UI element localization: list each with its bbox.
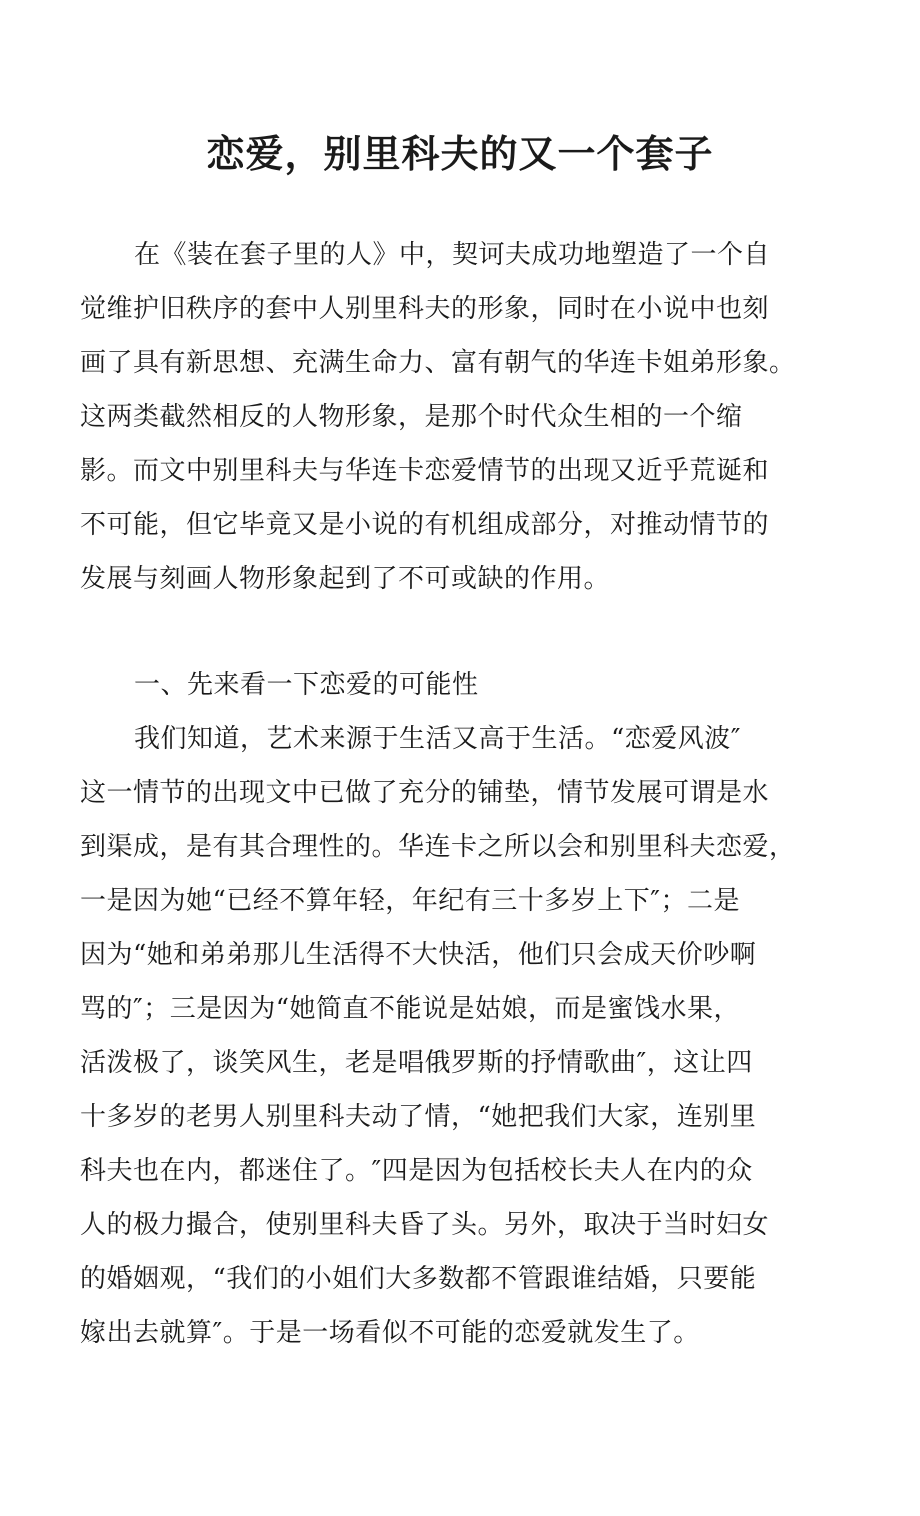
text-line: 到渠成，是有其合理性的。华连卡之所以会和别里科夫恋爱， — [80, 832, 796, 862]
text-line: 觉维护旧秩序的套中人别里科夫的形象，同时在小说中也刻 — [80, 294, 770, 324]
text-line: 这一情节的出现文中已做了充分的铺垫，情节发展可谓是水 — [80, 778, 770, 808]
text-line: 一是因为她“已经不算年轻，年纪有三十多岁上下″；二是 — [80, 886, 741, 916]
text-line: 活泼极了，谈笑风生，老是唱俄罗斯的抒情歌曲″，这让四 — [80, 1048, 753, 1078]
text-line: 十多岁的老男人别里科夫动了情，“她把我们大家，连别里 — [80, 1102, 757, 1132]
text-line: 影。而文中别里科夫与华连卡恋爱情节的出现又近乎荒诞和 — [80, 456, 770, 486]
paragraph-possibility — [80, 712, 800, 1360]
text-line: 嫁出去就算″。于是一场看似不可能的恋爱就发生了。 — [80, 1318, 700, 1348]
text-line: 的婚姻观，“我们的小姐们大多数都不管跟谁结婚，只要能 — [80, 1264, 757, 1294]
text-line: 人的极力撮合，使别里科夫昏了头。另外，取决于当时妇女 — [80, 1210, 770, 1240]
text-line: 画了具有新思想、充满生命力、富有朝气的华连卡姐弟形象。 — [80, 348, 796, 378]
text-line: 因为“她和弟弟那儿生活得不大快活，他们只会成天价吵啊 — [80, 940, 757, 970]
text-line: 发展与刻画人物形象起到了不可或缺的作用。 — [80, 564, 611, 594]
text-line: 我们知道，艺术来源于生活又高于生活。“恋爱风波″ — [134, 724, 742, 754]
section-heading — [80, 658, 800, 712]
section-heading-text: 一、先来看一下恋爱的可能性 — [134, 670, 479, 700]
paragraph-intro — [80, 228, 800, 606]
document-title: 恋爱，别里科夫的又一个套子 — [206, 132, 714, 176]
text-line: 这两类截然相反的人物形象，是那个时代众生相的一个缩 — [80, 402, 743, 432]
text-line: 在《装在套子里的人》中，契诃夫成功地塑造了一个自 — [134, 240, 771, 270]
text-line: 科夫也在内，都迷住了。″四是因为包括校长夫人在内的众 — [80, 1156, 753, 1186]
text-line: 骂的″；三是因为“她简直不能说是姑娘，而是蜜饯水果， — [80, 994, 741, 1024]
text-line: 不可能，但它毕竟又是小说的有机组成部分，对推动情节的 — [80, 510, 770, 540]
